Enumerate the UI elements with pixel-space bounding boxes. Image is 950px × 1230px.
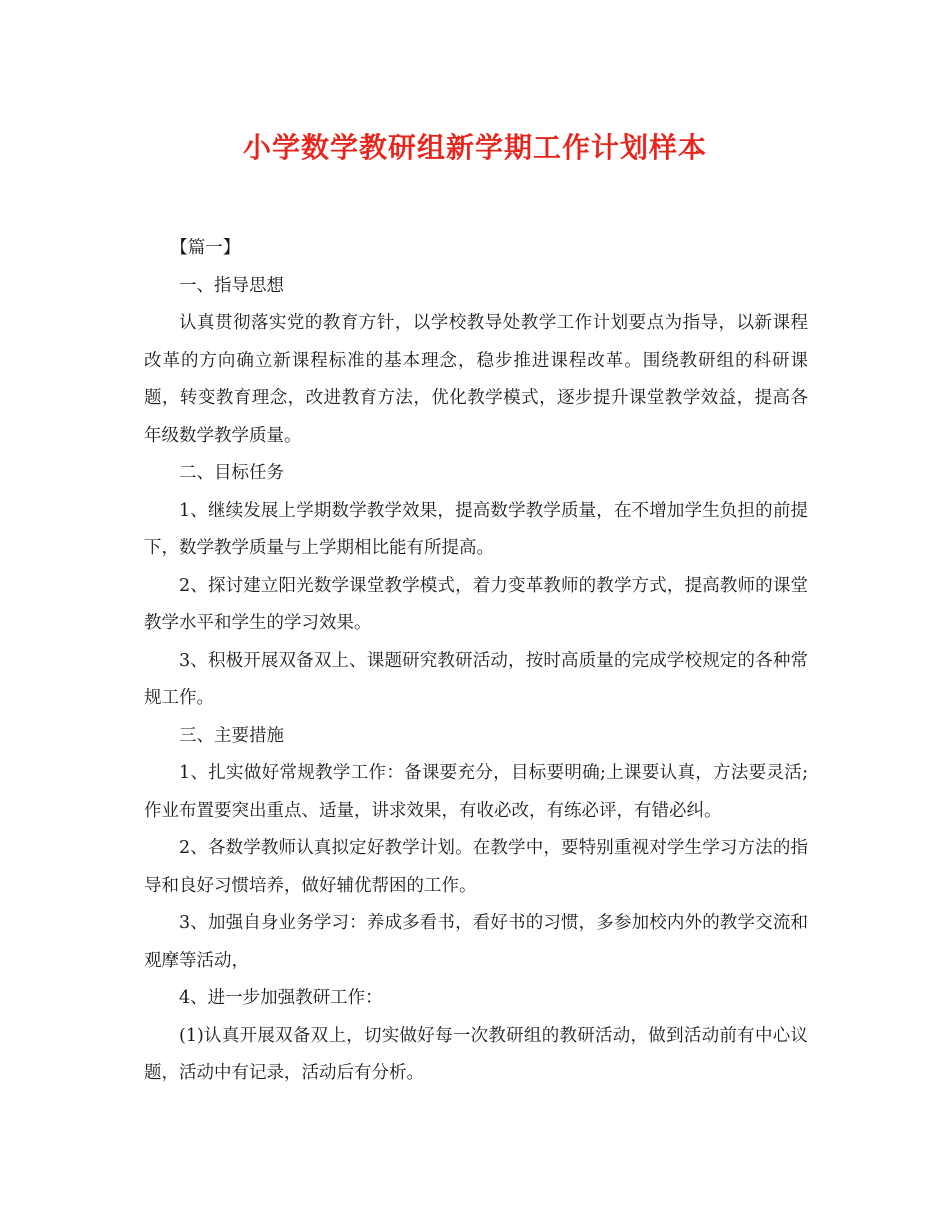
heading-goals: 二、目标任务 [179, 463, 284, 483]
document-title: 小学数学教研组新学期工作计划样本 [242, 131, 707, 164]
section-tag: 【篇一】 [170, 238, 241, 258]
document-body [144, 230, 808, 1093]
heading-measures: 三、主要措施 [179, 725, 284, 746]
paragraph-measure-1: 1、扎实做好常规教学工作：备课要充分，目标要明确;上课要认真，方法要灵活;作业布置要突出重点、适量，讲求效果，有收必改，有练必评，有错必纠。 [144, 763, 808, 821]
paragraph-goal-2: 2、探讨建立阳光数学课堂教学模式，着力变革教师的教学方式，提高教师的课堂教学水平和学生的学习效果。 [144, 575, 808, 633]
paragraph-measure-4-1: (1)认真开展双备双上，切实做好每一次教研组的教研活动，做到活动前有中心议题，活动中有记录，活动后有分析。 [144, 1025, 808, 1083]
paragraph-guiding-ideology: 认真贯彻落实党的教育方针，以学校教导处教学工作计划要点为指导，以新课程改革的方向确立新课程标准的基本理念，稳步推进课程改革。围绕教研组的科研课题，转变教育理念，改进教育方法，优化教学模式，逐步提升课堂教学效益，提高各年级数学教学质量。 [144, 313, 808, 446]
paragraph-measure-3: 3、加强自身业务学习：养成多看书，看好书的习惯，多参加校内外的教学交流和观摩等活动， [144, 913, 808, 971]
paragraph-goal-1: 1、继续发展上学期数学教学效果，提高数学教学质量，在不增加学生负担的前提下，数学教学质量与上学期相比能有所提高。 [144, 500, 808, 558]
paragraph-measure-2: 2、各数学教师认真拟定好教学计划。在教学中，要特别重视对学生学习方法的指导和良好习惯培养，做好辅优帮困的工作。 [144, 838, 808, 896]
paragraph-measure-4: 4、进一步加强教研工作： [179, 988, 383, 1008]
paragraph-goal-3: 3、积极开展双备双上、课题研究教研活动，按时高质量的完成学校规定的各种常规工作。 [144, 650, 808, 708]
heading-guiding-ideology: 一、指导思想 [179, 275, 284, 296]
